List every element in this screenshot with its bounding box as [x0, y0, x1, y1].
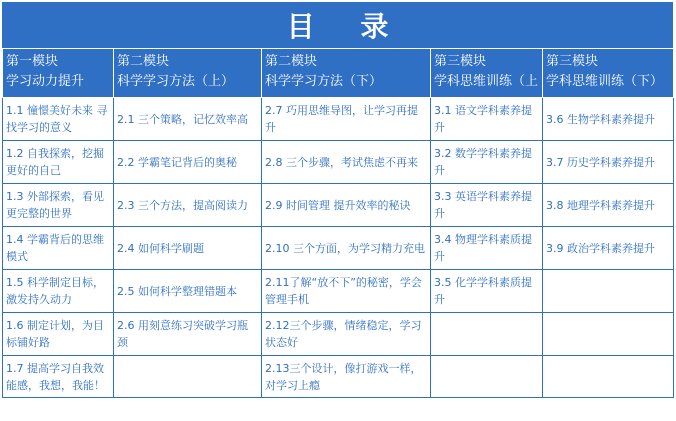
toc-entry: 3.3 英语学科素养提升	[431, 184, 543, 227]
table-row	[3, 356, 674, 398]
toc-page	[2, 2, 673, 416]
header-module-2b: 第二模块 科学学习方法（下）	[262, 49, 431, 98]
toc-entry	[114, 356, 262, 398]
table-row	[3, 270, 674, 313]
toc-entry: 1.7 提高学习自我效能感，我想，我能！	[3, 356, 114, 398]
toc-entry: 2.2 学霸笔记背后的奥秘	[114, 141, 262, 184]
table-row	[3, 227, 674, 270]
toc-entry: 1.4 学霸背后的思维模式	[3, 227, 114, 270]
toc-entry: 3.4 物理学科素质提升	[431, 227, 543, 270]
toc-entry: 3.6 生物学科素养提升	[543, 98, 674, 141]
page-title: 目 录	[286, 10, 407, 43]
header-module-3b: 第三模块 学科思维训练（下）	[543, 49, 674, 98]
toc-entry: 1.6 制定计划，为目标铺好路	[3, 313, 114, 356]
header-row	[3, 49, 674, 98]
toc-entry: 1.3 外部探索，看见更完整的世界	[3, 184, 114, 227]
toc-entry: 2.4 如何科学刷题	[114, 227, 262, 270]
toc-entry: 2.9 时间管理 提升效率的秘诀	[262, 184, 431, 227]
toc-entry: 3.5 化学学科素质提升	[431, 270, 543, 313]
toc-entry	[543, 356, 674, 398]
toc-entry: 1.2 自我探索，挖掘更好的自己	[3, 141, 114, 184]
toc-entry: 3.7 历史学科素养提升	[543, 141, 674, 184]
toc-entry: 2.1 三个策略，记忆效率高	[114, 98, 262, 141]
toc-entry: 3.2 数学学科素养提升	[431, 141, 543, 184]
header-module-2a: 第二模块 科学学习方法（上）	[114, 49, 262, 98]
toc-entry	[431, 313, 543, 356]
toc-entry	[543, 270, 674, 313]
toc-entry: 3.1 语文学科素养提升	[431, 98, 543, 141]
toc-table	[2, 48, 674, 398]
toc-entry: 3.8 地理学科素养提升	[543, 184, 674, 227]
toc-entry: 2.6 用刻意练习突破学习瓶颈	[114, 313, 262, 356]
table-row	[3, 141, 674, 184]
toc-entry	[543, 313, 674, 356]
toc-entry	[431, 356, 543, 398]
toc-entry: 2.10 三个方面，为学习精力充电	[262, 227, 431, 270]
header-module-1: 第一模块 学习动力提升	[3, 49, 114, 98]
toc-entry: 2.8 三个步骤，考试焦虑不再来	[262, 141, 431, 184]
table-row	[3, 98, 674, 141]
toc-entry: 2.13三个设计，像打游戏一样，对学习上瘾	[262, 356, 431, 398]
toc-entry: 1.5 科学制定目标，激发持久动力	[3, 270, 114, 313]
table-row	[3, 184, 674, 227]
toc-entry: 3.9 政治学科素养提升	[543, 227, 674, 270]
toc-entry: 1.1 憧憬美好未来 寻找学习的意义	[3, 98, 114, 141]
toc-entry: 2.7 巧用思维导图，让学习再提升	[262, 98, 431, 141]
title-bar	[2, 2, 673, 48]
header-module-3a: 第三模块 学科思维训练（上	[431, 49, 543, 98]
toc-entry: 2.12三个步骤，情绪稳定，学习状态好	[262, 313, 431, 356]
toc-entry: 2.11了解“放不下”的秘密，学会管理手机	[262, 270, 431, 313]
table-row	[3, 313, 674, 356]
toc-entry: 2.3 三个方法，提高阅读力	[114, 184, 262, 227]
toc-entry: 2.5 如何科学整理错题本	[114, 270, 262, 313]
